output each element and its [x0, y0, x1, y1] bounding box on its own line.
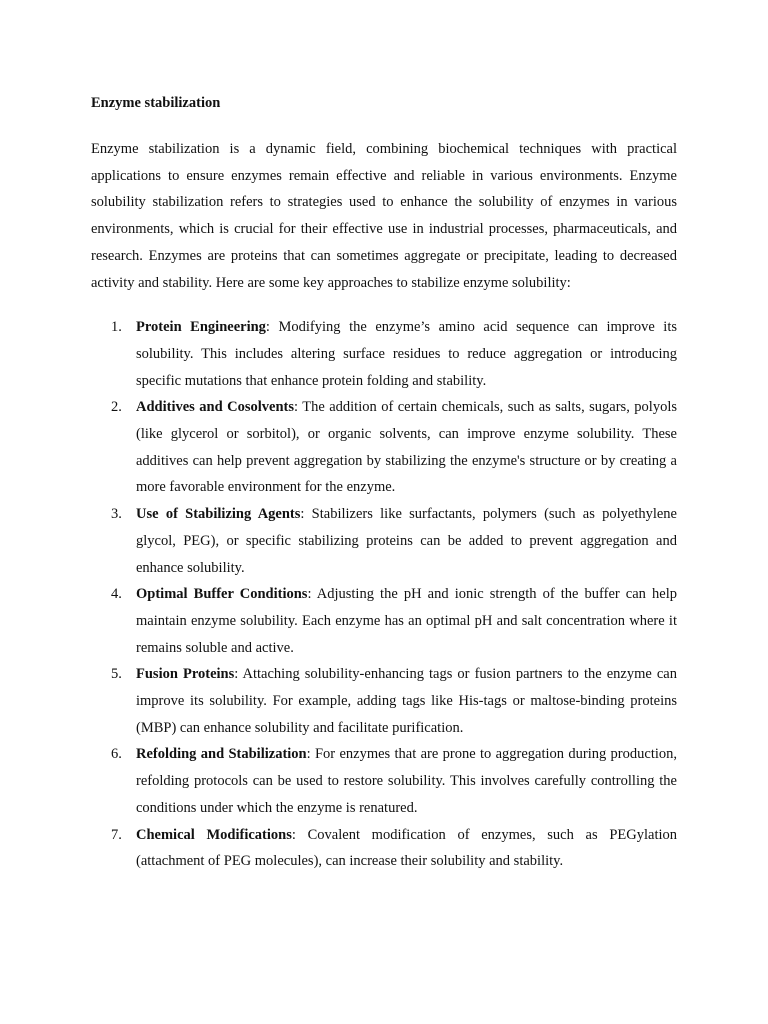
- list-item: [91, 661, 677, 741]
- list-item-number: 5.: [111, 666, 122, 683]
- list-item-number: 6.: [111, 746, 122, 763]
- list-item-text: : For enzymes that are prone to aggregation during production, refolding protocols can be used to restore solubility. This involves carefully controlling the conditions under which the enzyme is renatured.: [136, 746, 677, 816]
- list-item: [91, 314, 677, 394]
- list-item: [91, 394, 677, 501]
- list-item-term: Fusion Proteins: [136, 666, 235, 683]
- list-item-number: 2.: [111, 399, 122, 416]
- list-item-term: Additives and Cosolvents: [136, 399, 294, 416]
- list-item-text: : The addition of certain chemicals, such as salts, sugars, polyols (like glycerol or sorbitol), or organic solvents, can improve enzyme solubility. These additives can help prevent aggregation by stabilizing the enzyme's structure or by creating a more favorable environment for the enzyme.: [136, 399, 677, 496]
- list-item-text: : Stabilizers like surfactants, polymers (such as polyethylene glycol, PEG), or specific stabilizing proteins can be added to prevent aggregation and enhance solubility.: [136, 506, 677, 576]
- intro-paragraph: Enzyme stabilization is a dynamic field, combining biochemical techniques with practical applications to ensure enzymes remain effective and reliable in various environments. Enzyme solubility stabilization refers to strategies used to enhance the solubility of enzymes in various environments, which is crucial for their effective use in industrial processes, pharmaceuticals, and research. Enzymes are proteins that can sometimes aggregate or precipitate, leading to decreased activity and stability. Here are some key approaches to stabilize enzyme solubility:: [91, 141, 677, 291]
- list-item-text: : Covalent modification of enzymes, such as PEGylation (attachment of PEG molecules), can increase their solubility and stability.: [136, 826, 677, 870]
- list-item: [91, 741, 677, 821]
- list-item: [91, 501, 677, 581]
- list-item-text: : Attaching solubility-enhancing tags or fusion partners to the enzyme can improve its solubility. For example, adding tags like His-tags or maltose-binding proteins (MBP) can enhance solubility and facilitate purification.: [136, 666, 677, 736]
- list-item: [91, 822, 677, 875]
- list-item-number: 4.: [111, 586, 122, 603]
- document-title: Enzyme stabilization: [91, 95, 221, 111]
- list-item: [91, 581, 677, 661]
- list-item-number: 7.: [111, 826, 122, 843]
- list-item-term: Optimal Buffer Conditions: [136, 586, 308, 603]
- list-item-text: : Modifying the enzyme’s amino acid sequence can improve its solubility. This includes altering surface residues to reduce aggregation or introducing specific mutations that enhance protein folding and stability.: [136, 319, 678, 389]
- list-item-number: 3.: [111, 506, 122, 523]
- list-item-number: 1.: [111, 319, 122, 336]
- list-item-term: Use of Stabilizing Agents: [136, 506, 301, 523]
- list-item-term: Chemical Modifications: [136, 826, 292, 843]
- list-item-term: Protein Engineering: [136, 319, 266, 336]
- list-item-term: Refolding and Stabilization: [136, 746, 307, 763]
- approaches-list: [91, 314, 677, 875]
- list-item-text: : Adjusting the pH and ionic strength of the buffer can help maintain enzyme solubility. Each enzyme has an optimal pH and salt concentration where it remains soluble and active.: [136, 586, 677, 656]
